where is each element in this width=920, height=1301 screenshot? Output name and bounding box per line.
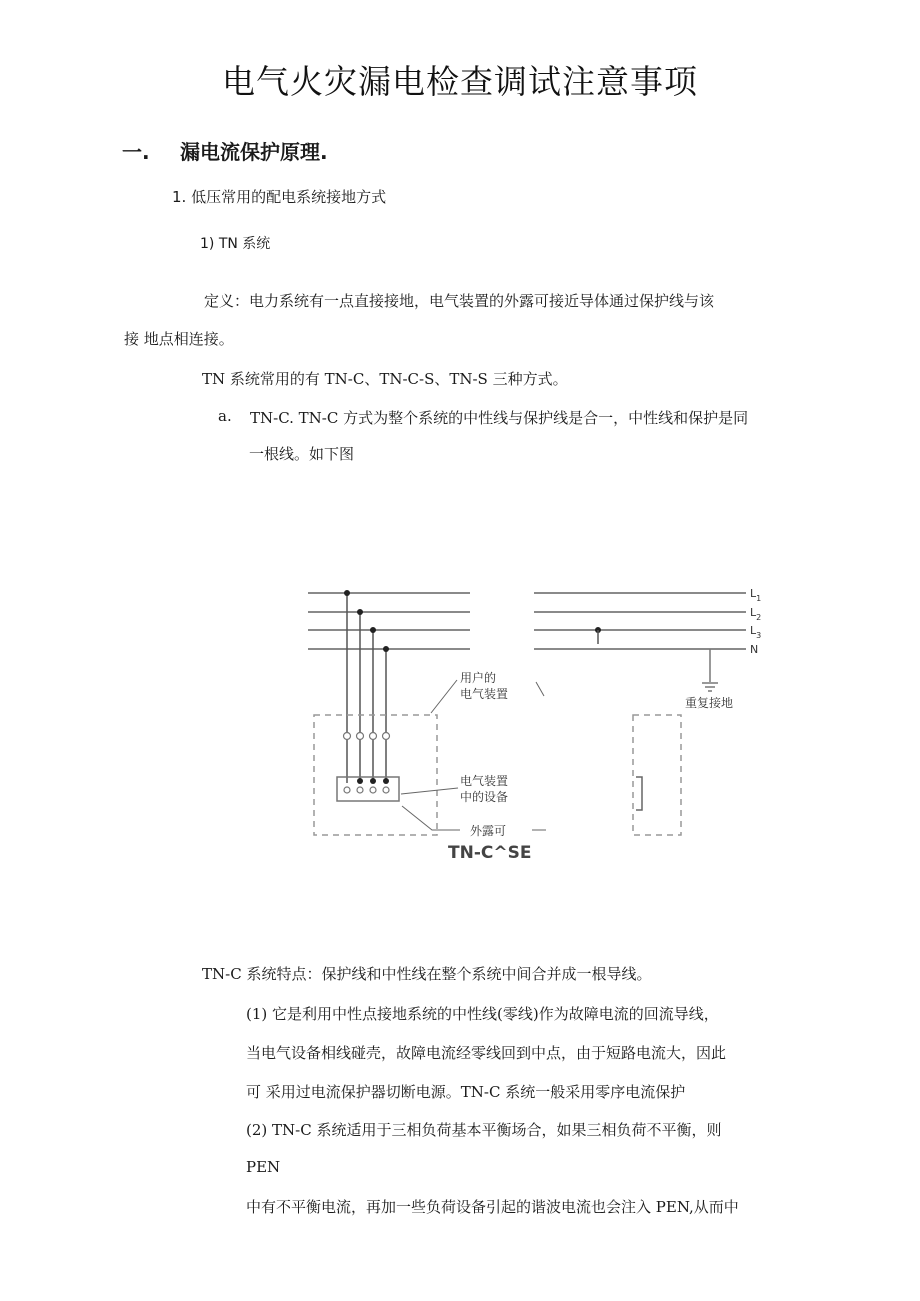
point-1-line-2: 当电气设备相线碰壳，故障电流经零线回到中点，由于短路电流大，因此 [246, 1044, 727, 1062]
label-l2: $L_2$ [750, 606, 762, 622]
junction-dot [370, 627, 376, 633]
remote-installation-boundary [633, 715, 681, 835]
label-l1: $L_1$ [750, 587, 762, 603]
label-n: N [750, 643, 759, 656]
subsubsection-heading: 1) TN 系统 [200, 236, 271, 252]
features-heading: TN-C 系统特点：保护线和中性线在整个系统中间合并成一根导线。 [202, 965, 652, 983]
point-1-line-1: (1) 它是利用中性点接地系统的中性线(零线)作为故障电流的回流导线， [246, 1005, 719, 1023]
tn-types-paragraph: TN 系统常用的有 TN-C、TN-C-S、TN-S 三种方式。 [202, 370, 568, 388]
label-repeat-ground: 重复接地 [685, 696, 734, 710]
definition-line-1: 定义：电力系统有一点直接接地，电气装置的外露可接近导体通过保护线与该 [204, 292, 715, 310]
section-title: 漏电流保护原理. [180, 140, 328, 164]
label-user-install-2: 电气装置 [460, 687, 509, 701]
label-equipment-1: 电气装置 [460, 774, 509, 788]
point-2-line-3: 中有不平衡电流，再加一些负荷设备引起的谐波电流也会注入 PEN,从而中 [246, 1198, 739, 1216]
junction-dot [357, 778, 363, 784]
junction-dot [383, 646, 389, 652]
item-a-line-1: TN-C. TN-C 方式为整个系统的中性线与保护线是合一，中性线和保护是同 [250, 409, 749, 427]
junction-dot [370, 778, 376, 784]
list-marker-a: a. [218, 407, 232, 425]
label-exposed: 外露可 [470, 824, 507, 838]
item-a-line-2: 一根线。如下图 [249, 445, 355, 463]
figure-caption: TN-C^SE [448, 843, 532, 863]
point-2-line-2: PEN [246, 1158, 281, 1176]
label-l3: $L_3$ [750, 624, 762, 640]
section-heading [122, 136, 328, 165]
label-user-install-1: 用户的 [460, 671, 497, 685]
tn-c-system-diagram [300, 578, 800, 878]
junction-dot [357, 609, 363, 615]
definition-line-2: 接 地点相连接。 [124, 330, 234, 348]
point-2-line-1: (2) TN-C 系统适用于三相负荷基本平衡场合，如果三相负荷不平衡，则 [246, 1121, 722, 1139]
document-title: 电气火灾漏电检查调试注意事项 [222, 62, 698, 101]
subsection-heading: 1. 低压常用的配电系统接地方式 [172, 188, 387, 206]
junction-dot [344, 590, 350, 596]
label-equipment-2: 中的设备 [460, 790, 509, 804]
junction-dot [383, 778, 389, 784]
point-1-line-3: 可 采用过电流保护器切断电源。TN-C 系统一般采用零序电流保护 [246, 1083, 686, 1101]
section-number: 一. [122, 140, 150, 164]
repeat-ground-symbol [702, 683, 718, 691]
